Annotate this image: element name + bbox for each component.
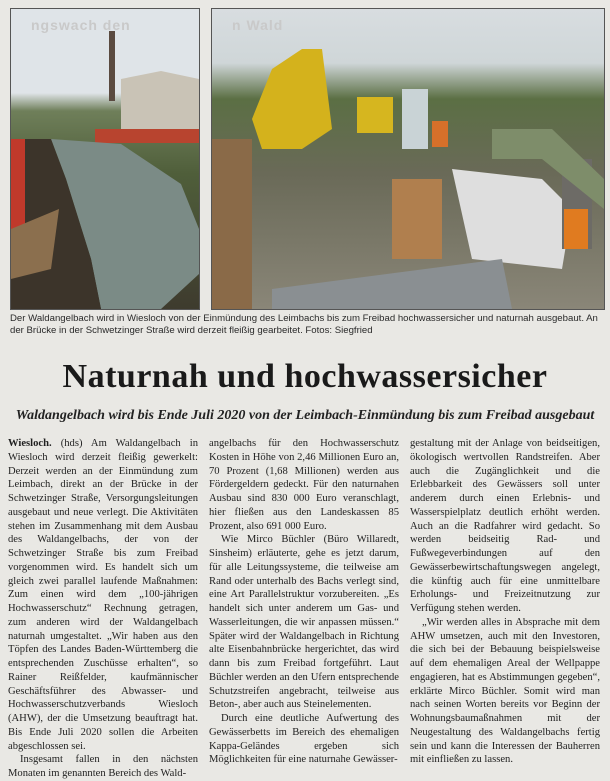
creek-illustration (11, 9, 199, 309)
paragraph: „Wir werden alles in Absprache mit dem AHW umsetzen, auch mit den Investoren, die sich bei der Bebauung beispielsweise auf dem ehemaligen Areal der Wellpappe engagieren, hat es Abstimmungen gegeben“, erklärte Mirco Büchler. Somit wird man nach seinen Worten bereits vor Beginn der Wohnungsbaumaßnahmen mit der Neugestaltung des Waldangelbachs fertig sein und kann die Interessen der Bauherren mit einfließen zu lassen. (410, 616, 600, 766)
photo-construction-site (211, 8, 605, 310)
paragraph: Wie Mirco Büchler (Büro Willaredt, Sinsheim) erläuterte, gehe es jetzt darum, für alle Leitungssysteme, die teilweise am Rand oder unterhalb des Bachs verlegt sind, eine Art Parallelstruktur vorzubereiten. „Es handelt sich unter anderem um Gas- und Wasserleitungen, die wir anpassen müssen.“ Später wird der Waldangelbach in Richtung alte Eisenbahnbrücke hergerichtet, das wird dann bis zum Freibad fortgeführt. Laut Büchler werden an den Ufern entsprechende Schutzstreifen angebracht, teilweise aus Beton-, aber auch aus Steinelementen. (209, 534, 399, 711)
photo-sign-text: n Wald (232, 17, 284, 33)
paragraph: angelbachs für den Hochwasserschutz Kosten in Höhe von 2,46 Millionen Euro an, 70 Prozent (1,68 Millionen) werden aus Fördergeldern gedeckt. Für den naturnahen Ausbau sind 830 000 Euro veranschlagt, hier fließen aus den Landeskassen 85 Prozent, also 691 000 Euro. (209, 438, 399, 532)
subheadline: Waldangelbach wird bis Ende Juli 2020 von der Leimbach-Einmündung bis zum Freibad ausgebaut (15, 408, 595, 423)
photo-sign-text: ngswach den (31, 17, 131, 33)
article-column-3 (410, 437, 600, 767)
paragraph: Durch eine deutliche Aufwertung des Gewässerbetts im Bereich des ehemaligen Kappa-Geländes ergeben sich Möglichkeiten für eine naturnahe Gewässer- (209, 713, 399, 766)
headline: Naturnah und hochwassersicher (62, 358, 548, 395)
photo-caption: Der Waldangelbach wird in Wiesloch von der Einmündung des Leimbachs bis zum Freibad hochwassersicher und naturnah ausgebaut. An der Brücke in der Schwetzinger Straße wird derzeit fleißig gearbeitet. Fotos: Siegfried (10, 313, 598, 336)
paragraph-text: (hds) Am Waldangelbach in Wiesloch wird derzeit fleißig gewerkelt: Derzeit werden an der Einmündung zum Leimbach, direkt an der Brücke in der Schwetzinger Straße, Versorgungsleitungen ausgebaut und neue verlegt. Die Aktivitäten stehen im Zusammenhang mit dem Ausbau des Waldangelbachs, der von der Schwetzinger Straße bis zum Freibad vorgenommen wird. Es handelt sich um gleich zwei parallel laufende Maßnahmen: Zum einen wird dem „100-jährigen Hochwasserschutz“ Rechnung getragen, zum anderen wird der Waldangelbach naturnah umgestaltet. „Wir haben aus den Töpfen des Landes Baden-Württemberg die entsprechenden Zuschüsse erhalten“, so Rainer Reißfelder, kaufmännischer Geschäftsführer des Abwasser- und Hochwasserschutzverbands Wiesloch (AHW), der die Umsetzung beauftragt hat. Bis Ende Juli 2020 sollen die Arbeiten abgeschlossen sei. (8, 438, 198, 752)
construction-illustration (212, 9, 604, 309)
paragraph (8, 437, 198, 753)
paragraph: Insgesamt fallen in den nächsten Monaten im genannten Bereich des Wald- (8, 754, 198, 779)
photo-creek (10, 8, 200, 310)
article-column-1 (8, 437, 198, 781)
dateline: Wiesloch. (8, 438, 52, 449)
paragraph: gestaltung mit der Anlage von beidseitigen, ökologisch wertvollen Randstreifen. Aber auch die Zugänglichkeit und die Erlebbarkeit des Gewässers soll unter anderem durch einen Erlebnis- und Wasserspielplatz deutlich erhöht werden. Auch an die Radfahrer wird gedacht. So werden beidseitig Rad- und Fußwegeverbindungen auf den Gewässerbewirtschaftungswegen angelegt, die künftig auch für eine unmittelbare Erholungs- und Freizeitnutzung zur Verfügung stehen werden. (410, 438, 600, 614)
article-column-2 (209, 437, 399, 767)
